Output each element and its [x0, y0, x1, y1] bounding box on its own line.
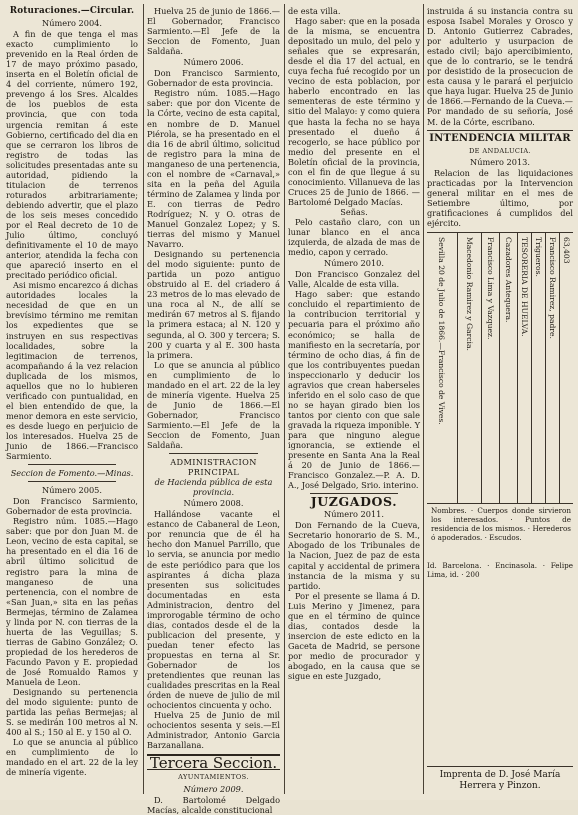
table-cell: Id. Barcelona. — [427, 560, 482, 570]
paragraph: Registro núm. 1085.—Hago saber: que por don Vicente de la Córte, vecino de esta capital, en nombre de D. Manuel Piérola, se ha presentado en el dia 16 de abril último, solicitud de registro para la mina de manganeso de una pertenencia, con el nombre de «Carnaval,» sita en la peña del Aguila término de Zalamea y linda por E. con tierras de Pedro Rodríguez; N. y O. otras de Manuel Gonzalez Lopez; y S. tierras del mismo y Manuel Navarro. — [147, 88, 280, 250]
table-header: Nombres. — [431, 505, 467, 515]
table-header-list: Nombres. · Cuerpos donde sirvieron los interesados. · Puntos de residencia de los mismos. · Herederos ó apoderados. · Escudos. — [431, 505, 572, 542]
paragraph: Hago saber: que estando concluido el repartimiento de la contribucion territorial y pecuaria para el próximo año económico; se halla de manifiesto en la secretaría, por término de ocho dias, á fin de que los contribuyentes puedan inspeccionarlo y deducir los agravios que crean haberseles inferido en el solo caso de que no se hayan girado bien los tantos por ciento con que sale gravada la riqueza imponible. Y para que ninguno alegue ignorancia, se extiende el presente en Santa Ana la Real á 20 de Junio de 1866.—Francisco Gonzalez.—P. A. D. A., José Delgado, Srio. interino. — [288, 289, 420, 491]
column-rule — [423, 4, 424, 794]
paragraph: Designando su pertenencia del modo siguiente: punto de partida las peñas Bermejas; al S. se medirán 100 metros al N. 400 al S.; 150 al E. y 150 al O. — [6, 687, 138, 738]
table-header-row — [427, 506, 573, 560]
section-heading: Roturaciones.—Circular. — [9, 6, 135, 16]
printer-credit: Imprenta de D. José María Herrera y Pinzon. — [439, 770, 561, 791]
notice-number: Número 2009. — [183, 783, 244, 794]
table-cell: Trigueros. — [534, 236, 543, 277]
divider — [28, 464, 116, 465]
paragraph: Huelva 25 de Junio de mil ochocientos sesenta y seis.—El Administrador, Antonio Garcia Barzanallana. — [147, 710, 280, 751]
paragraph: Don Fernando de la Cueva, Secretario honorario de S. M., Abogado de los Tribunales de la Nacion, Juez de paz de esta capital y accidental de primera instancia de la misma y su partido. — [288, 520, 420, 591]
paragraph: Designando su pertenencia del modo siguiente: punto de partida un pozo antiguo obstruido al E. del criadero á 23 metros de lo mas elevado de una roca al N., de allí se medirán 67 metros al S. fijando la primera estaca; al N. 120 y segunda, al O. 300 y tercera; S. 200 y cuarta y al E. 300 hasta la primera. — [147, 249, 280, 360]
column-2 — [147, 6, 280, 815]
paragraph: Asi mismo encarezco á dichas autoridades locales la necesidad de que en un brevísimo término me remitan los expedientes que se instruyen en sus respectivas localidades, sobre la legitimacion de terrenos, acompañando á la vez relacion duplicada de los mismos, aquellos que no lo hubieren verificado con puntualidad, en el bien entendido de que, la menor demora en este servicio, es desde luego en perjuicio de los interesados. Huelva 25 de Junio de 1866.—Francisco Sarmiento. — [6, 280, 138, 462]
paragraph: A fin de que tenga el mas exacto cumplimiento lo prevenido en la Real órden de 17 de mayo próximo pasado, inserta en el Boletín oficial de 4 del corriente, número 192, prevengo á los Sres. Alcaldes de los pueblos de esta provincia, que con toda urgencia remitan á este Gobierno, certificado del dia en que se cerraron los libros de registro de todas las solicitudes presentadas ante su autoridad, pidiendo la titulacion de terrenos roturados arbitrariamente; debiendo advertir, que el plazo de los seis meses concedido por el Real decreto de 10 de Julio último, concluyó definitivamente el 10 de mayo anterior, atendida la fecha con que apareció inserto en el precitado periódico oficial. — [6, 29, 138, 281]
section-subheading: de Hacienda pública de esta provincia. — [154, 477, 273, 498]
paragraph: Don Francisco Sarmiento, Gobernador de esta provincia. — [6, 496, 138, 517]
paragraph: Don Francisco Sarmiento, Gobernador de esta provincia. — [147, 68, 280, 89]
table-header: Escudos. — [489, 532, 522, 542]
table-column-names — [457, 233, 482, 503]
paragraph: Registro núm. 1085.—Hago saber: que por don Juan M. de Leon, vecino de esta capital, se ha presentado en el dia 16 de abril último solicitud de registro para la mina de manganeso de una pertenencia, con el nombre de «San Juan,» sita en las peñas Bermejas, término de Zalamea y linda por N. con tierras de la huerta de las Veguillas; S. tierras de Gabino González; O. propiedad de los herederos de Facundo Pavon y E. propiedad de José Romualdo Ramos y Manuela de Leon. — [6, 516, 138, 688]
divider — [169, 453, 258, 454]
paragraph: Huelva 25 de junio de 1866.—El Gobernador, Francisco Sarmiento.—El Jefe de la Seccion de Fomento, Juan Saldaña. — [147, 6, 280, 57]
column-rule — [284, 4, 285, 794]
notice-number: Número 2004. — [42, 18, 102, 29]
table-cell: 200 — [465, 569, 480, 579]
table-note: TESORERIA DE HUELVA. — [520, 236, 529, 337]
table-cell: Felipe Lima, id. — [427, 560, 573, 579]
table-header: Puntos de residencia de los mismos. — [431, 514, 572, 533]
table-column-residencia — [531, 233, 546, 503]
notice-number: Número 2011. — [324, 509, 384, 520]
paragraph: instruida á su instancia contra su esposa Isabel Morales y Orosco y D. Antonio Gutierrez Cabrades, por adulterio y usurpacion de estado civil; bajo apercibimiento, que de lo contrario, se le tendrá por desistido de la prosecucion de esta causa y le parará el perjuicio que haya lugar. Huelva 25 de Junio de 1866.—Fernando de la Cueva.—Por mandado de su señoría, José M. de la Córte, escribano. — [427, 6, 573, 127]
table-column-names — [481, 233, 500, 503]
table-cell: 63,403 — [562, 236, 571, 264]
table-cell: Macedonio Ramirez y Garcia. — [465, 236, 474, 351]
imprint — [427, 763, 573, 792]
paragraph: Pelo castaño claro, con un lunar blanco en el anca izquierda, de alzada de mas de medio, capon y cerrado. — [288, 216, 420, 258]
table-column-herederos — [545, 233, 560, 503]
section-title: Seccion de Fomento.—Minas. — [10, 468, 134, 479]
paragraph: D. Bartolomé Delgado Macías, alcalde constitucional — [147, 794, 280, 815]
table-column-footer — [427, 233, 457, 503]
table-header: Cuerpos donde sirvieron los interesados. — [431, 505, 571, 524]
notice-number: Número 2006. — [183, 57, 244, 68]
table-cell: Francisco Lima y Vazquez. — [486, 236, 495, 340]
paragraph: Don Francisco Gonzalez del Valle, Alcalde de esta villa. — [288, 269, 420, 290]
table-column-escudos — [559, 233, 574, 503]
section-subheading: DE ANDALUCIA. — [468, 146, 532, 155]
paragraph: Hago saber: que en la posada de la misma, se encuentra depositado un mulo, del pelo y señales que se expresarán, desde el dia 17 del actual, en cuya fecha fué recogido por un vecino de esta poblacion, por haberlo encontrado en las sementeras de este término y sitio del Malayo: y como quiera que hasta la fecha no se haya presentado el dueño á recogerlo, se hace público por medio del presente en el Boletín oficial de la provincia, con el fin de que llegue á su conocimiento. Villanueva de las Cruces 25 de Junio de 1866. —Bartolomé Delgado Macías. — [288, 16, 420, 207]
table-column-cuerpos — [499, 233, 518, 503]
paragraph: Relacion de las liquidaciones practicadas por la Intervencion general militar en el mes de Setiembre último, por gratificaciones á cumplidos del ejército. — [427, 167, 573, 228]
section-heading: INTENDENCIA MILITAR — [429, 132, 571, 144]
section-subheading: AYUNTAMIENTOS. — [178, 773, 249, 782]
column-1 — [6, 6, 138, 796]
notice-number: Número 2010. — [324, 258, 384, 269]
table-header: Herederos ó apoderados. — [431, 523, 571, 542]
paragraph: Por el presente se llama á D. Luis Merino y Jimenez, para que en el término de quince dias, contados desde la insercion de este edicto en la Gaceta de Madrid, se persone por medio de procurador y abogado, en la causa que se sigue en este Juzgado, — [288, 590, 420, 682]
table-column-note — [517, 233, 532, 503]
paragraph: Lo que se anuncia al público en cumplimiento de lo mandado en el art. 22 de la ley de minería vigente. Huelva 25 de Junio de 1866.—El Gobernador, Francisco Sarmiento.—El Jefe de la Seccion de Fomento, Juan Saldaña. — [147, 359, 280, 451]
table-cell: Francisco Ramirez, padre. — [548, 236, 557, 339]
section-heading: ADMINISTRACION PRINCIPAL — [170, 457, 257, 478]
section-banner: Tercera Seccion. — [147, 754, 280, 770]
divider — [28, 481, 116, 482]
section-heading: JUZGADOS. — [310, 494, 398, 510]
table-cell: Encinasola. — [495, 560, 538, 570]
subheading: Señas. — [340, 206, 368, 217]
paragraph: Hallándose vacante el estanco de Cabaneral de Leon, por renuncia que de él ha hecho don Manuel Parrillo, que lo servia, se anuncia por medio de este periódico para que los aspirantes á dicha plaza presenten sus solicitudes documentadas en esta Administracion, dentro del improrogable término de ocho dias, contados desde el de la publicacion del presente, y puedan tener efecto las propuestas en terna al Sr. Gobernador de los pretendientes que reunan las cualidades prescritas en la Real órden de nueve de julio de mil ochocientos cincuenta y ocho. — [147, 509, 280, 711]
notice-number: Número 2013. — [470, 156, 530, 167]
notice-number: Número 2005. — [42, 485, 102, 496]
paragraph: Lo que se anuncia al público en cumplimiento de lo mandado en el art. 22 de la ley de minería vigente. — [6, 737, 138, 778]
divider — [427, 130, 573, 131]
liquidation-table — [427, 232, 573, 504]
table-second-row: Id. Barcelona. · Encinasola. · Felipe Lima, id. · 200 — [427, 560, 573, 579]
table-footer: Sevilla 20 de Julio de 1866.—Francisco de Vives. — [437, 236, 446, 425]
column-3 — [288, 6, 420, 796]
table-cell: Cazadores Antequera. — [504, 236, 513, 323]
notice-number: Número 2008. — [183, 498, 244, 509]
column-rule — [143, 4, 144, 794]
paragraph: de esta villa. — [288, 6, 341, 16]
column-4 — [427, 6, 573, 796]
divider — [427, 766, 573, 767]
